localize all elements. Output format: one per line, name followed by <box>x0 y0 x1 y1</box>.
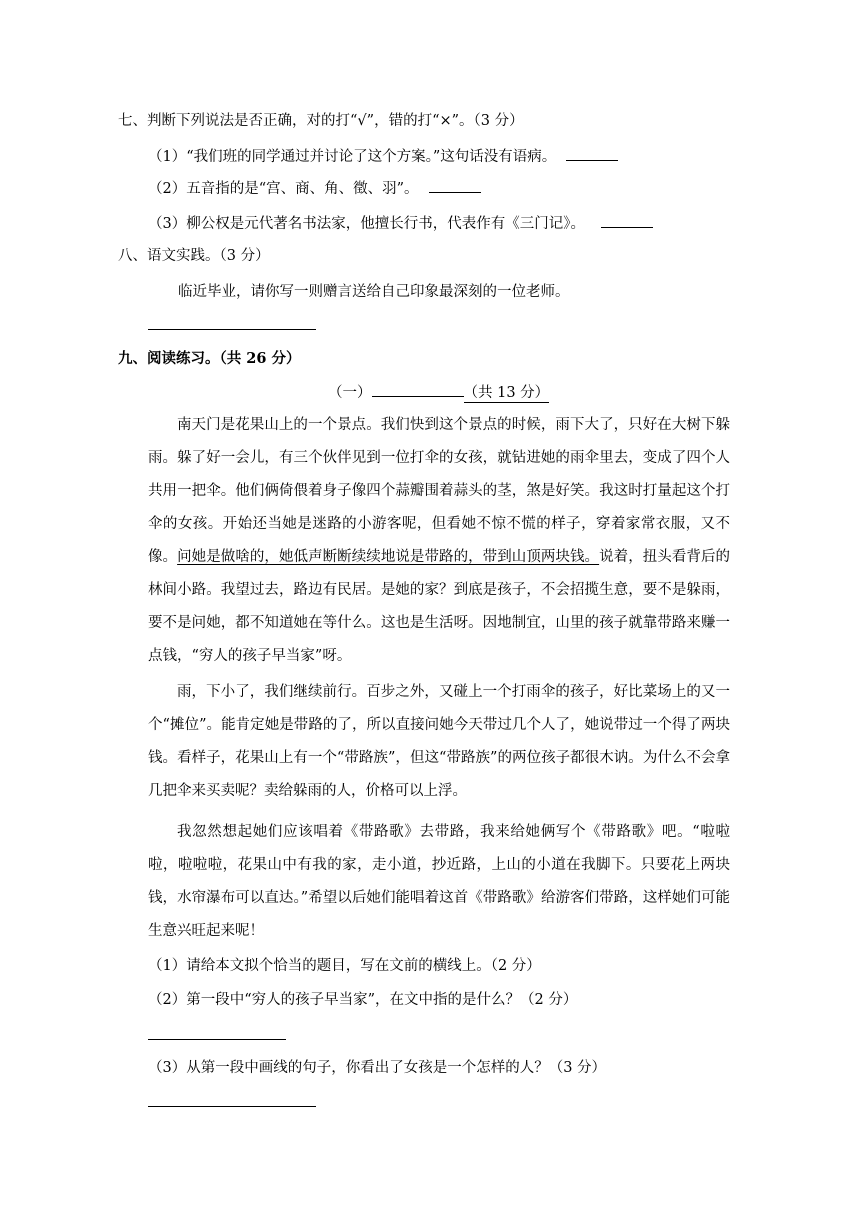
question-2: （2）第一段中“穷人的孩子早当家”，在文中指的是什么？（2 分） <box>148 992 578 1008</box>
answer-blank-1[interactable] <box>566 146 618 161</box>
section7-item-3-text: （3）柳公权是元代著名书法家，他擅长行书，代表作有《三门记》。 <box>148 216 585 232</box>
answer-blank-2[interactable] <box>429 178 481 193</box>
question-2-answer-line[interactable] <box>148 1039 286 1040</box>
section8-prompt: 临近毕业，请你写一则赠言送给自己印象最深刻的一位老师。 <box>178 284 570 300</box>
section7-item-1-text: （1）“我们班的同学通过并讨论了这个方案。”这句话没有语病。 <box>148 149 557 165</box>
question-3-answer-line[interactable] <box>148 1106 316 1107</box>
answer-blank-3[interactable] <box>601 213 653 228</box>
passage-paragraph-1-part-b: 说着，扭头看背后的林间小路。我望过去，路边有民居。是她的家？到底是孩子，不会招揽生意，要不是躲雨，要不是问她，都不知道她在等什么。这也是生活呀。因地制宜，山里的孩子就靠带路来赚一点钱，“穷人的孩子早当家”呀。 <box>148 549 731 664</box>
passage-paragraph-1 <box>148 409 730 673</box>
passage-paragraph-2: 雨，下小了，我们继续前行。百步之外，又碰上一个打雨伞的孩子，好比菜场上的又一个“摊位”。能肯定她是带路的了，所以直接问她今天带过几个人了，她说带过一个得了两块钱。看样子，花果山上有一个“带路族”，但这“带路族”的两位孩子都很木讷。为什么不会拿几把伞来买卖呢？卖给躲雨的人，价格可以上浮。 <box>148 684 730 799</box>
underlined-sentence: 问她是做啥的，她低声断断续续地说是带路的，带到山顶两块钱。 <box>177 549 600 565</box>
passage-paragraph-1-part-a: 南天门是花果山上的一个景点。我们快到这个景点的时候，雨下大了，只好在大树下躲雨。躲了好一会儿，有三个伙伴见到一位打伞的女孩，就钻进她的雨伞里去，变成了四个人共用一把伞。他们俩倚偎着身子像四个蒜瓣围着蒜头的茎，煞是好笑。我这时打量起这个打伞的女孩。开始还当她是迷路的小游客呢，但看她不惊不慌的样子，穿着家常衣服，又不像。 <box>148 417 730 565</box>
section7-item-3 <box>148 213 653 234</box>
section7-item-1 <box>148 146 618 167</box>
section8-answer-line[interactable] <box>148 329 316 330</box>
question-3: （3）从第一段中画线的句子，你看出了女孩是一个怎样的人？（3 分） <box>148 1060 607 1076</box>
section7-heading: 七、判断下列说法是否正确，对的打“√”，错的打“×”。（3 分） <box>118 113 524 129</box>
passage-paragraph-3: 我忽然想起她们应该唱着《带路歌》去带路，我来给她俩写个《带路歌》吧。“啦啦啦，啦啦啦，花果山中有我的家，走小道，抄近路，上山的小道在我脚下。只要花上两块钱，水帘瀑布可以直达。”希望以后她们能唱着这首《带路歌》给游客们带路，这样她们可能生意兴旺起来呢！ <box>148 824 730 939</box>
title-answer-blank[interactable] <box>372 382 464 397</box>
section9-heading: 九、阅读练习。（共 26 分） <box>118 350 301 367</box>
reading-subtitle-label: （一） <box>328 385 372 401</box>
reading-subtitle <box>328 382 549 403</box>
section8-heading: 八、语文实践。（3 分） <box>118 248 270 264</box>
section7-item-2 <box>148 178 481 199</box>
question-1: （1）请给本文拟个恰当的题目，写在文前的横线上。（2 分） <box>148 958 541 974</box>
reading-subtitle-score: （共 13 分） <box>463 385 550 401</box>
section7-item-2-text: （2）五音指的是“宫、商、角、徵、羽”。 <box>148 181 419 197</box>
